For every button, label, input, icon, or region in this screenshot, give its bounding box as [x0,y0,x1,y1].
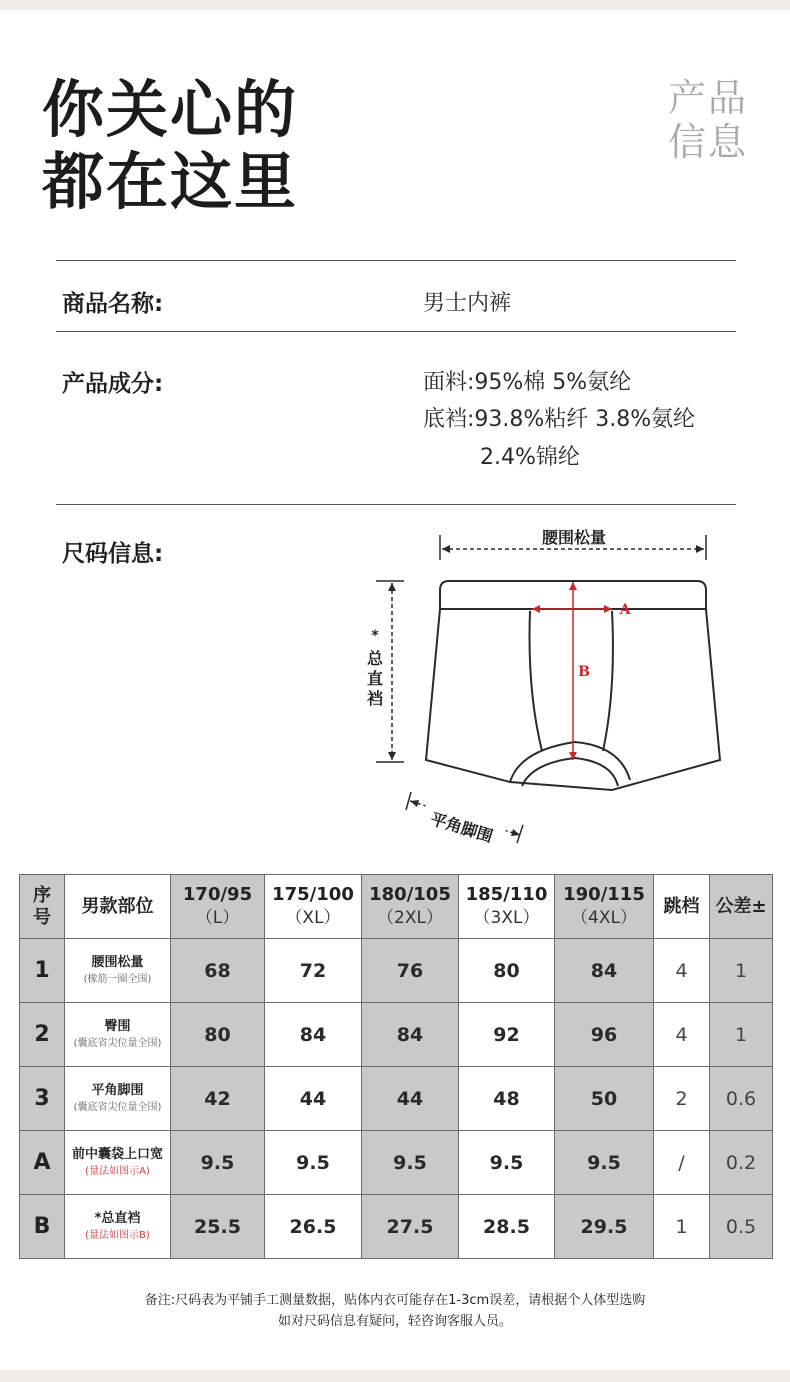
divider [56,331,736,332]
table-header-row [20,875,773,939]
size-value: 72 [265,939,362,1003]
row-index: 2 [20,1003,65,1067]
part-title: *总直裆 [94,1210,141,1226]
badge-line-1: 产品 [668,76,749,120]
header-tolerance: 公差± [710,875,773,939]
headline-line-1: 你关心的 [42,73,299,146]
size-value: 68 [171,939,265,1003]
part-note: (量法如图示A) [85,1165,150,1177]
part-title: 腰围松量 [91,954,144,970]
size-value: 76 [362,939,459,1003]
part-title: 平角脚围 [91,1082,144,1098]
size-value: 25.5 [171,1195,265,1259]
size-value: 50 [555,1067,654,1131]
size-chart-table [19,874,773,1259]
marker-a: A [619,602,631,618]
header-size-4xl: 190/115 （4XL） [555,875,654,939]
part-note: (橡筋一圈全围) [83,973,152,985]
header-size-xl: 175/100 （XL） [265,875,362,939]
leg-opening-label: 平角脚围 [428,809,496,847]
jump-value: / [654,1131,710,1195]
size-value: 44 [362,1067,459,1131]
size-info-label: 尺码信息: [62,541,164,567]
size-value: 28.5 [459,1195,555,1259]
product-info-badge [668,76,748,164]
row-part [65,1131,171,1195]
size-value: 48 [459,1067,555,1131]
composition-line-3: 2.4%锦纶 [480,445,580,470]
table-row [20,1195,773,1259]
composition-line-2: 底裆:93.8%粘纤 3.8%氨纶 [423,407,696,432]
size-value: 84 [555,939,654,1003]
size-value: 9.5 [362,1131,459,1195]
size-value: 80 [459,939,555,1003]
size-value: 9.5 [265,1131,362,1195]
total-rise-measure [364,581,404,762]
size-value: 9.5 [171,1131,265,1195]
jump-value: 1 [654,1195,710,1259]
headline-line-2: 都在这里 [42,145,299,218]
part-note: (囊底省尖位量全围) [73,1101,162,1113]
part-title: 前中囊袋上口宽 [71,1146,163,1162]
jump-value: 2 [654,1067,710,1131]
marker-b: B [578,664,590,680]
row-part [65,1003,171,1067]
waist-measure [440,525,706,560]
row-index: 1 [20,939,65,1003]
size-value: 9.5 [459,1131,555,1195]
tolerance-value: 0.5 [710,1195,773,1259]
size-value: 29.5 [555,1195,654,1259]
total-rise-star: * [371,628,379,644]
product-name-value: 男士内裤 [423,291,512,316]
header-size-3xl: 185/110 （3XL） [459,875,555,939]
size-value: 42 [171,1067,265,1131]
size-value: 84 [265,1003,362,1067]
divider [56,260,736,261]
header-part: 男款部位 [65,875,171,939]
table-row [20,1003,773,1067]
waist-label: 腰围松量 [541,528,607,547]
header-size-l: 170/95 （L） [171,875,265,939]
table-row [20,1067,773,1131]
tolerance-value: 1 [710,939,773,1003]
tolerance-value: 0.2 [710,1131,773,1195]
row-index: B [20,1195,65,1259]
composition-label: 产品成分: [62,371,164,397]
size-value: 27.5 [362,1195,459,1259]
row-index: A [20,1131,65,1195]
leg-opening-measure [406,792,523,849]
size-value: 96 [555,1003,654,1067]
row-index: 3 [20,1067,65,1131]
footnote-line-1: 备注:尺码表为平铺手工测量数据，贴体内衣可能存在1-3cm误差，请根据个人体型选购 [144,1293,646,1308]
header-index: 序 号 [20,875,65,939]
divider [56,504,736,505]
row-part [65,1067,171,1131]
tolerance-value: 0.6 [710,1067,773,1131]
total-rise-char-2: 直 [366,669,384,688]
part-note: (量法如图示B) [85,1229,150,1241]
row-part [65,1195,171,1259]
product-name-label: 商品名称: [62,291,164,317]
header-jump: 跳档 [654,875,710,939]
row-part [65,939,171,1003]
table-row [20,1131,773,1195]
jump-value: 4 [654,1003,710,1067]
total-rise-char-1: 总 [366,649,384,668]
total-rise-char-3: 裆 [366,689,384,708]
size-value: 9.5 [555,1131,654,1195]
size-value: 44 [265,1067,362,1131]
part-note: (囊底省尖位量全围) [73,1037,162,1049]
size-value: 84 [362,1003,459,1067]
badge-line-2: 信息 [668,120,749,164]
headline [42,74,298,218]
underwear-measurement-diagram [355,520,735,860]
size-value: 92 [459,1003,555,1067]
tolerance-value: 1 [710,1003,773,1067]
size-value: 26.5 [265,1195,362,1259]
table-row [20,939,773,1003]
composition-line-1: 面料:95%棉 5%氨纶 [423,370,632,395]
part-title: 臀围 [104,1018,131,1034]
size-value: 80 [171,1003,265,1067]
header-size-2xl: 180/105 （2XL） [362,875,459,939]
jump-value: 4 [654,939,710,1003]
footnote-line-2: 如对尺码信息有疑问，轻咨询客服人员。 [277,1314,512,1329]
